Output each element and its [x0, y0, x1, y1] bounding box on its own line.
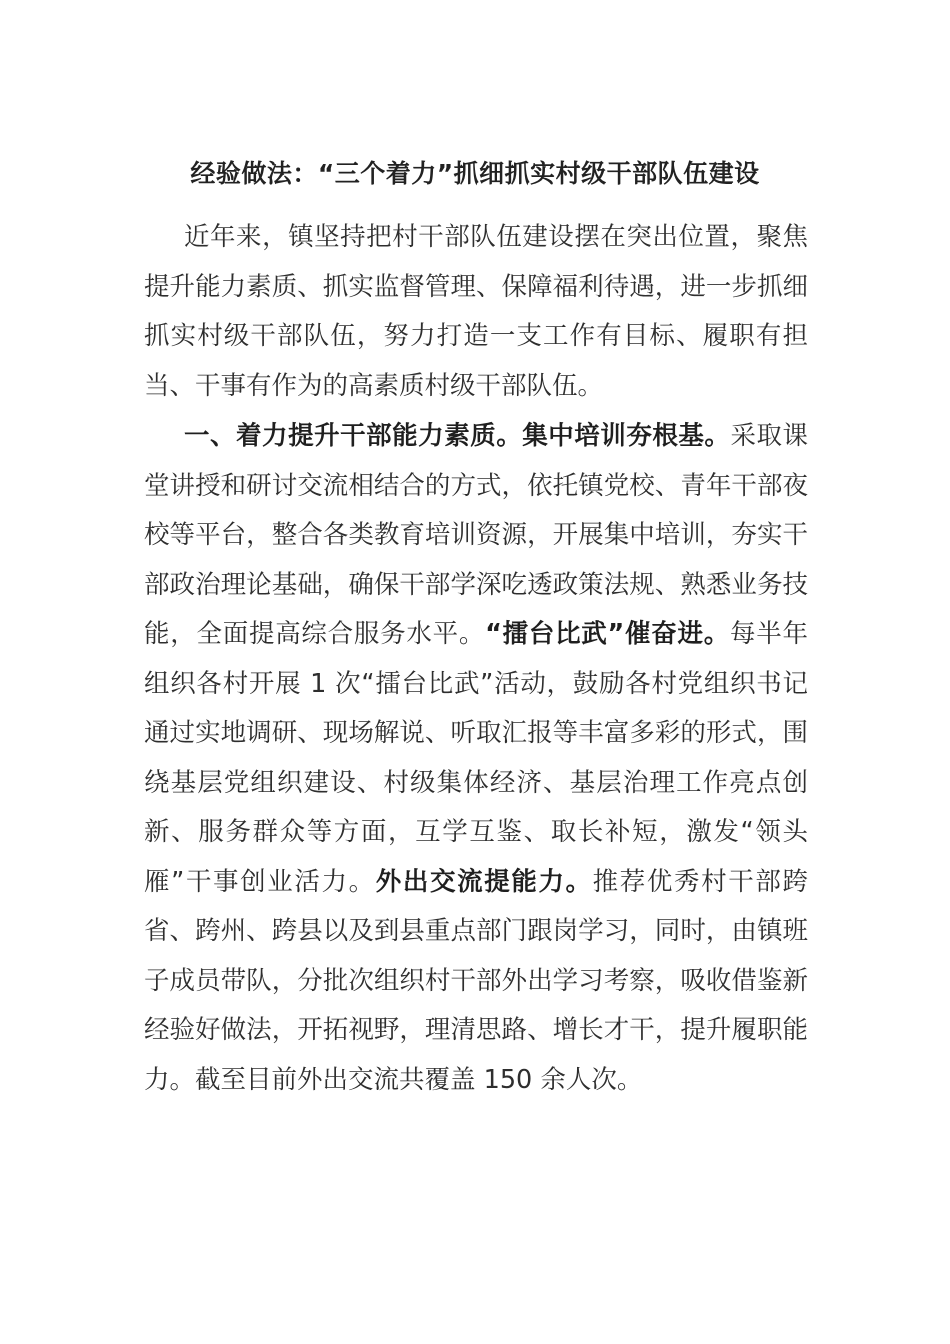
subsection-3-title: 外出交流提能力。	[375, 866, 593, 897]
subsection-2-title: “擂台比武”催奋进。	[485, 619, 730, 649]
subsection-1-title: 集中培训夯根基。	[522, 421, 731, 451]
section-1-paragraph	[144, 412, 808, 1105]
section-1-heading: 一、着力提升干部能力素质。	[184, 421, 523, 451]
subsection-2-text: 每半年组织各村开展 1 次“擂台比武”活动，鼓励各村党组织书记通过实地调研、现场解说、听取汇报等丰富多彩的形式，围绕基层党组织建设、村级集体经济、基层治理工作亮点创新、服务群众等方面，互学互鉴、取长补短，激发“领头雁”干事创业活力。	[144, 619, 808, 897]
subsection-1-text: 采取课堂讲授和研讨交流相结合的方式，依托镇党校、青年干部夜校等平台，整合各类教育培训资源，开展集中培训，夯实干部政治理论基础，确保干部学深吃透政策法规、熟悉业务技能，全面提高综合服务水平。	[144, 421, 808, 649]
subsection-3-text: 推荐优秀村干部跨省、跨州、跨县以及到县重点部门跟岗学习，同时，由镇班子成员带队，分批次组织村干部外出学习考察，吸收借鉴新经验好做法，开拓视野，理清思路、增长才干，提升履职能力。截至目前外出交流共覆盖 150 余人次。	[144, 866, 808, 1095]
document-title: 经验做法：“三个着力”抓细抓实村级干部队伍建设	[190, 159, 760, 188]
intro-paragraph: 近年来，镇坚持把村干部队伍建设摆在突出位置，聚焦提升能力素质、抓实监督管理、保障福利待遇，进一步抓细抓实村级干部队伍，努力打造一支工作有目标、履职有担当、干事有作为的高素质村级干部队伍。	[144, 222, 808, 401]
